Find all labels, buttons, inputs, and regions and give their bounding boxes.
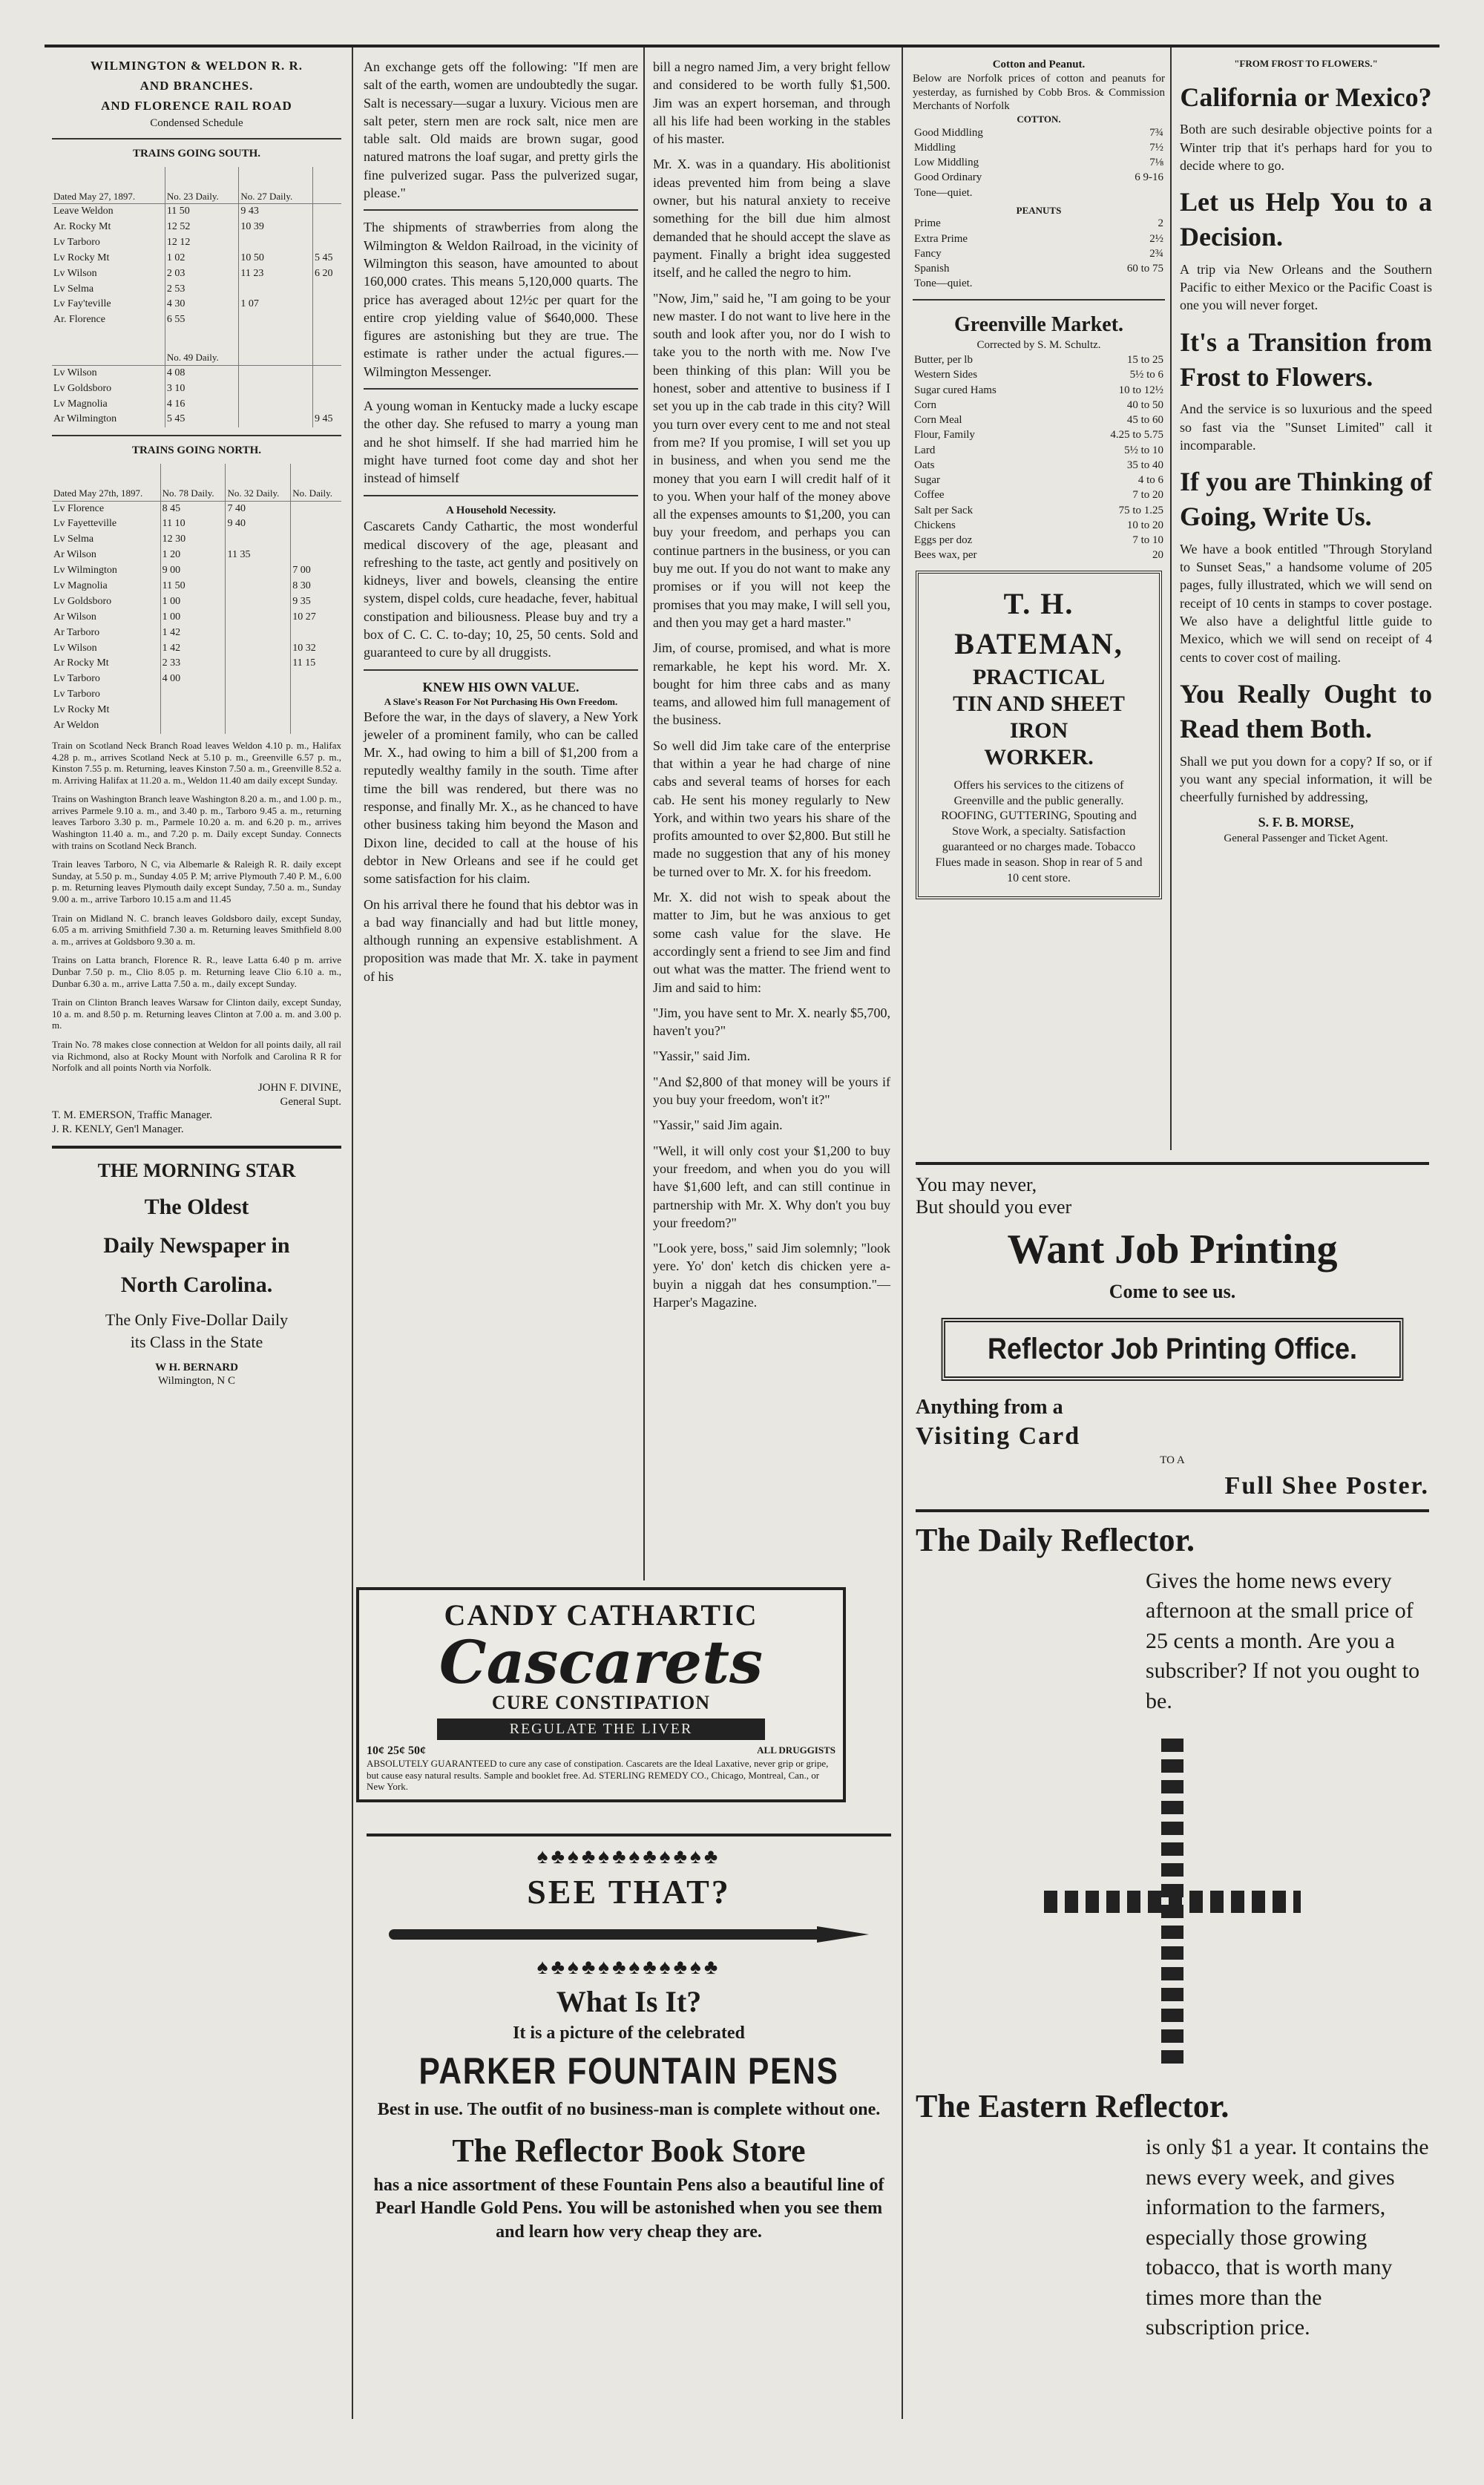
notice: Train leaves Tarboro, N C, via Albemarle & Raleigh R. R. daily except Sunday, at 5.50 p. m., Sunday 4.05 P. M; arrive Plymouth 7.40 P. M., 6.00 p. m. Returning leaves Plymouth daily except Sunday, 7.50 a. m., Sunday 9.00 a. m., arrive Tarboro 10.15 a.m and 11.45 [52, 859, 341, 905]
eastern-head: The Eastern Reflector. [916, 2088, 1229, 2125]
cascarets-sub: CURE CONSTIPATION [491, 1692, 711, 1713]
book-store: The Reflector Book Store [452, 2133, 806, 2170]
travel-signature: S. F. B. MORSE, [1258, 815, 1354, 830]
story-paragraph: bill a negro named Jim, a very bright fellow and considered to be worth fully $1,500. Jim was an expert horseman, and through all his life had been working in the stables of his master. [653, 59, 890, 147]
cascarets-ad [356, 1587, 846, 1802]
what-is: What Is It? [556, 1985, 702, 2018]
household-head: A Household Necessity. [446, 504, 556, 516]
to-a: TO A [1160, 1454, 1185, 1466]
star-line: North Carolina. [120, 1272, 273, 1297]
star-place: Wilmington, N C [158, 1375, 235, 1388]
rail-subtitle: Condensed Schedule [150, 117, 243, 130]
notice: Train No. 78 makes close connection at Weldon for all points daily, all rail via Richmond, also at Rocky Mount with Norfolk and Carolina R R for Norfolk and all points North via Norfolk. [52, 1038, 341, 1074]
travel-heading: You Really Ought to Read them Both. [1180, 678, 1432, 743]
full-sheet: Full Shee Poster. [1224, 1471, 1429, 1500]
office-banner: Reflector Job Printing Office. [942, 1318, 1404, 1381]
cotton-table: Good Middling 7¾ Middling 7½ Low Middling 7⅛ Good Ordinary 6 9-16 Tone—quiet. [914, 126, 1163, 199]
cascarets-band: REGULATE THE LIVER [437, 1719, 765, 1740]
travel-column [1172, 47, 1439, 1150]
visiting-card: Visiting Card [916, 1422, 1081, 1450]
job-line: But should you ever [916, 1196, 1072, 1218]
signature: T. M. EMERSON, Traffic Manager. [52, 1109, 213, 1122]
north-head: TRAINS GOING NORTH. [131, 444, 262, 457]
see-that: SEE THAT? [527, 1873, 731, 1911]
eastern-body: is only $1 a year. It contains the news every week, and gives information to the farmers, especially those growing tobacco, that is worth many times more than the subscription price. [1146, 2135, 1429, 2340]
cascarets-logo: Cascarets [439, 1627, 764, 1697]
signature: JOHN F. DIVINE, [257, 1081, 341, 1094]
fountain-pen-icon [389, 1919, 869, 1949]
come-see: Come to see us. [1109, 1281, 1236, 1302]
travel-signature-title: General Passenger and Ticket Agent. [1224, 832, 1388, 844]
story-paragraph: "Well, it will only cost your $1,200 to buy your freedom, and when you do you will have $1,600 left, and can still continue in partnership with Mr. X. Why don't you buy your freedom?" [653, 1143, 890, 1230]
salt-story: An exchange gets off the following: "If men are salt of the earth, women are undoubtedly the sugar. Salt is necessary—sugar a luxury. Vicious men are salt peter, stern men are rock salt, nice men are table salt. Old maids are brown sugar, good natured matrons the loaf sugar, and pretty girls the fine pulverized sugar. Pass the pulverized sugar, please." [364, 59, 638, 201]
bateman-body: Offers his services to the citizens of Greenville and the public generally. ROOFING, GUTTERING, Spouting and Stove Work, a specialty. Satisfaction guaranteed or no charges made. Tobacco Flues made in season. Shop in rear of 5 and 10 cent store. [935, 778, 1143, 884]
star-signature: W H. BERNARD [155, 1361, 238, 1373]
value-text: Before the war, in the days of slavery, a New York jeweler of a prominent family, who can be called Mr. X., had owing to him a bill of $1,200 from a reputedly wealthy family in the south. Time after time the bill was rendered, but there was no response, and finally Mr. X., as he chanced to have other business taking him beyond the Mason and Dixon line, decided to call at the house of his debtor in New Orleans and see if he could get some satisfaction for his claim. [364, 709, 638, 887]
bateman-trade: WORKER. [984, 744, 1094, 769]
travel-top: "FROM FROST TO FLOWERS." [1234, 58, 1378, 69]
ornament-row: ♠♣♠♣♠♣♠♣♠♣♠♣ [536, 1956, 721, 1979]
south-schedule: Dated May 27, 1897. No. 23 Daily. No. 27 Daily. Leave Weldon 11 50 9 43 Ar. Rocky Mt 12 52 10 39 Lv Tarboro 12 12 Lv Rocky Mt 1 02 10 50 5 45 Lv Wilson 2 03 11 23 6 20 Lv Selma 2 53 Lv Fay'teville 4 30 1 07 Ar. Florence 6 55 No. 49 Daily. Lv Wilson 4 08 Lv Goldsboro 3 10 Lv Magnolia 4 16 Ar Wilmington 5 45 9 45 [52, 167, 341, 428]
travel-heading: California or Mexico? [1180, 82, 1432, 112]
picture-of: It is a picture of the celebrated [513, 2023, 745, 2043]
signature-title: General Supt. [280, 1095, 341, 1108]
story-paragraph: Jim, of course, promised, and what is more remarkable, he kept his word. Mr. X. bought for him three cabs and as many teams, and allowed him full management of the business. [653, 640, 890, 728]
notice: Trains on Latta branch, Florence R. R., leave Latta 6.40 p m. arrive Dunbar 7.50 p. m., Clio 8.05 p. m. Returning leave Clio 6.10 a. m., Dunbar 6.30 a. m., arrive Latta 7.50 a. m., daily except Sunday. [52, 954, 341, 989]
story-paragraph: Mr. X. did not wish to speak about the matter to Jim, but he was anxious to get some cash value for the slave. He accordingly sent a friend to see Jim and find out what was the matter. The friend went to Jim and said to him: [653, 890, 890, 995]
news-column-3 [646, 47, 898, 1580]
travel-text: Both are such desirable objective points for a Winter trip that it's perhaps hard for you to decide where to go. [1180, 122, 1432, 173]
market-table: Butter, per lb 15 to 25 Western Sides 5½ to 6 Sugar cured Hams 10 to 12½ Corn 40 to 50 Corn Meal 45 to 60 Flour, Family 4.25 to 5.75 Lard 5½ to 10 Oats 35 to 40 Sugar 4 to 6 Coffee 7 to 20 Salt per Sack 75 to 1.25 Chickens 10 to 20 Eggs per doz 7 to 10 Bees wax, per 20 [914, 354, 1163, 562]
cascarets-top: CANDY CATHARTIC [444, 1598, 758, 1632]
peanut-table: Prime 2 Extra Prime 2½ Fancy 2¾ Spanish 60 to 75 Tone—quiet. [914, 217, 1163, 290]
reflector-ads [905, 1146, 1439, 2422]
bateman-trade: TIN AND SHEET IRON [953, 691, 1125, 743]
anything-line: Anything from a [916, 1396, 1063, 1419]
ornament-row: ♠♣♠♣♠♣♠♣♠♣♠♣ [536, 1845, 721, 1868]
story-paragraph: "Now, Jim," said he, "I am going to be your new master. I do not want to live here in the south and look after you, nor do I wish to take you to the north with me. Now I've been thinking of this plan: Will you be honest, sober and attentive to business if I set you up in the cab trade in this city? Will you turn over every cent to me and not steal from me? If you promise, I will set you up in business, and when you send me the money that you earn I will credit half of it to you. When your half of the money above all the expenses amounts to $1,200, you can buy your freedom, and perhaps you can continue partners in the business, or you can buy me out. If you do not want to make any promises or if you will not keep the promises that you may make, I will sell you, and then you may get a hard master." [653, 290, 890, 630]
story-paragraph: "Jim, you have sent to Mr. X. nearly $5,700, haven't you?" [653, 1005, 890, 1039]
daily-head: The Daily Reflector. [916, 1521, 1195, 1558]
signature: J. R. KENLY, Gen'l Manager. [52, 1123, 184, 1136]
story-paragraph: "And $2,800 of that money will be yours if you buy your freedom, won't it?" [653, 1074, 890, 1108]
newspaper-page [45, 45, 1439, 2419]
bateman-ad [916, 571, 1162, 900]
rail-title: AND FLORENCE RAIL ROAD [101, 98, 292, 113]
column-rule [352, 47, 353, 2419]
cotton-head: Cotton and Peanut. [992, 59, 1086, 70]
kentucky-story: A young woman in Kentucky made a lucky escape the other day. She refused to marry a young man and he shot himself. If she had married him he might have turned foot come day and shot her instead of himself [364, 398, 638, 486]
value-head: KNEW HIS OWN VALUE. [422, 679, 580, 695]
strawberry-story: The shipments of strawberries from along the Wilmington & Weldon Railroad, in the vicinity of Wilmington this season, have amounted to about 160,000 crates. This means 5,120,000 quarts. The price has averaged about 12½c per quart for the entire crop yielding value of $640,000. These figures are astonishing but they are true. The estimate is rather under the actual figures.—Wilmington Messenger. [364, 220, 638, 379]
cascarets-druggists: ALL DRUGGISTS [757, 1744, 835, 1756]
best-use: Best in use. The outfit of no business-man is complete without one. [377, 2100, 881, 2119]
star-line: Daily Newspaper in [103, 1233, 290, 1258]
notice: Train on Scotland Neck Branch Road leaves Weldon 4.10 p. m., Halifax 4.28 p. m., arrives Scotland Neck at 5.10 p. m., Greenville 6.57 p. m., Kinston 7.55 p. m. Returning, leaves Kinston 7.50 a. m., Greenville 8.52 a. m. Arriving Halifax at 11.20 a. m., Weldon 11.40 am daily except Sunday. [52, 739, 341, 786]
travel-text: Shall we put you down for a copy? If so, or if you want any special information, it will be cheerfully furnished by addressing, [1180, 753, 1432, 805]
travel-heading: If you are Thinking of Going, Write Us. [1180, 467, 1432, 532]
travel-text: We have a book entitled "Through Storyland to Sunset Seas," a handsome volume of 205 pages, fully illustrated, which we will send on receipt of 10 cents in stamps to cover postage. We also have a delightful little guide to Mexico, which we will send on receipt of 4 cents to cover cost of mailing. [1180, 541, 1432, 665]
story-paragraph: Mr. X. was in a quandary. His abolitionist ideas prevented him from being a slave owner, but his natural anxiety to receive something for the bill due him almost demanded that he should accept the slave as payment. Finally a bright idea suggested itself, and he called the negro to him. [653, 157, 890, 280]
cotton-label: COTTON. [1017, 114, 1061, 125]
job-title: Want Job Printing [1007, 1227, 1338, 1273]
cotton-intro: Below are Norfolk prices of cotton and peanuts for yesterday, as furnished by Cobb Bros. & Commission Merchants of Norfolk [913, 72, 1165, 113]
cascarets-prices: 10¢ 25¢ 50¢ [367, 1744, 426, 1757]
travel-heading: It's a Transition from Frost to Flowers. [1180, 326, 1432, 392]
daily-body: Gives the home news every afternoon at the small price of 25 cents a month. Are you a subscriber? If not you ought to be. [1146, 1568, 1420, 1713]
bateman-trade: PRACTICAL [972, 664, 1106, 689]
rail-title: WILMINGTON & WELDON R. R. [90, 59, 303, 73]
cascarets-guarantee: ABSOLUTELY GUARANTEED to cure any case of constipation. Cascarets are the Ideal Laxative, never grip or gripe, but cause easy natural results. Sample and booklet free. Ad. STERLING REMEDY CO., Chicago, Montreal, Can., or New York. [367, 1758, 829, 1793]
notice: Train on Midland N. C. branch leaves Goldsboro daily, except Sunday, 6.05 a m. arriving Smithfield 7.30 a. m. Returning leaves Smithfield 8.00 a. m., arrives at Goldsboro 9.30 a. m. [52, 912, 341, 947]
job-line: You may never, [916, 1174, 1037, 1195]
star-line: The Only Five-Dollar Daily [105, 1310, 289, 1330]
market-subtitle: Corrected by S. M. Schultz. [976, 339, 1101, 352]
news-column-2 [356, 47, 646, 1580]
rail-title: AND BRANCHES. [139, 78, 254, 93]
star-line: its Class in the State [130, 1333, 263, 1352]
story-paragraph: "Look yere, boss," said Jim solemnly; "look yere. Yo' don' ketch dis chicken yere a-buyin a niggah dat hes consumption."—Harper's Magazine. [653, 1241, 890, 1310]
value-text: On his arrival there he found that his debtor was in a bad way financially and had but little money, although running an expensive establishment. A proposition was made that Mr. X. take in payment of his [364, 896, 638, 984]
notice: Train on Clinton Branch leaves Warsaw for Clinton daily, except Sunday, 10 a. m. and 8.50 p. m. Returning leaves Clinton at 7.00 a. m. and 3.00 p. m. [52, 997, 341, 1031]
cross-ornament [916, 1739, 1429, 2065]
value-subhead: A Slave's Reason For Not Purchasing His Own Freedom. [384, 695, 618, 707]
travel-text: And the service is so luxurious and the speed so fast via the "Sunset Limited" call it incomparable. [1180, 401, 1432, 453]
story-paragraph: So well did Jim take care of the enterprise that within a year he had charge of nine cabs and several teams of horses for each cab. He sent his money regularly to New York, and within two years his share of the profits amounted to over $2,800. But still he made no suggestion that any of his money be turned over to Mr. X. for his freedom. [653, 738, 890, 879]
travel-text: A trip via New Orleans and the Southern Pacific to either Mexico or the Pacific Coast is one you will never forget. [1180, 261, 1432, 313]
story-paragraph: "Yassir," said Jim. [653, 1048, 751, 1064]
story-paragraph: "Yassir," said Jim again. [653, 1117, 783, 1133]
market-title: Greenville Market. [953, 312, 1124, 336]
household-text: Cascarets Candy Cathartic, the most wonderful medical discovery of the age, pleasant and refreshing to the taste, act gently and positively on kidneys, liver and bowels, cleansing the entire system, dispel colds, cure headache, fever, habitual constipation and biliousness. Please buy and try a box of C. C. C. to-day; 10, 25, 50 cents. Sold and guaranteed to cure by all druggists. [364, 519, 638, 660]
column-rule [902, 47, 903, 2419]
north-schedule: Dated May 27th, 1897. No. 78 Daily. No. 32 Daily. No. Daily. Lv Florence 8 45 7 40 Lv Fayetteville 11 10 9 40 Lv Selma 12 30 Ar Wilson 1 20 11 35 Lv Wilmington 9 00 7 00 Lv Magnolia 11 50 8 30 Lv Goldsboro 1 00 9 35 Ar Wilson 1 00 10 27 Ar Tarboro 1 42 Lv Wilson 1 42 10 32 Ar Rocky Mt 2 33 11 15 Lv Tarboro 4 00 Lv Tarboro Lv Rocky Mt Ar Weldon [52, 464, 341, 734]
bateman-name: T. H. BATEMAN, [954, 586, 1123, 660]
star-line: The Oldest [144, 1194, 249, 1219]
pen-ad [356, 1817, 902, 2422]
parker-title: PARKER FOUNTAIN PENS [418, 2050, 839, 2092]
travel-heading: Let us Help You to a Decision. [1180, 187, 1432, 252]
notice: Trains on Washington Branch leave Washington 8.20 a. m., and 1.00 p. m., arrives Parmele 9.10 a. m., and 3.40 p. m., Tarboro 9.45 a. m., returning leaves Tarboro 3.30 p. m., Parmele 10.20 a. m. and 6.20 p. m., arrives Washington 11.40 a. m., and 7.20 p. m. Daily except Sunday. Connects with trains on Scotland Neck Branch. [52, 793, 341, 851]
south-head: TRAINS GOING SOUTH. [132, 147, 261, 160]
book-text: has a nice assortment of these Fountain Pens also a beautiful line of Pearl Handle Gold Pens. You will be astonished when you see them and learn how very cheap they are. [373, 2176, 884, 2242]
peanut-label: PEANUTS [1016, 204, 1062, 216]
star-title: THE MORNING STAR [97, 1159, 296, 1181]
railroad-column [45, 47, 349, 2419]
